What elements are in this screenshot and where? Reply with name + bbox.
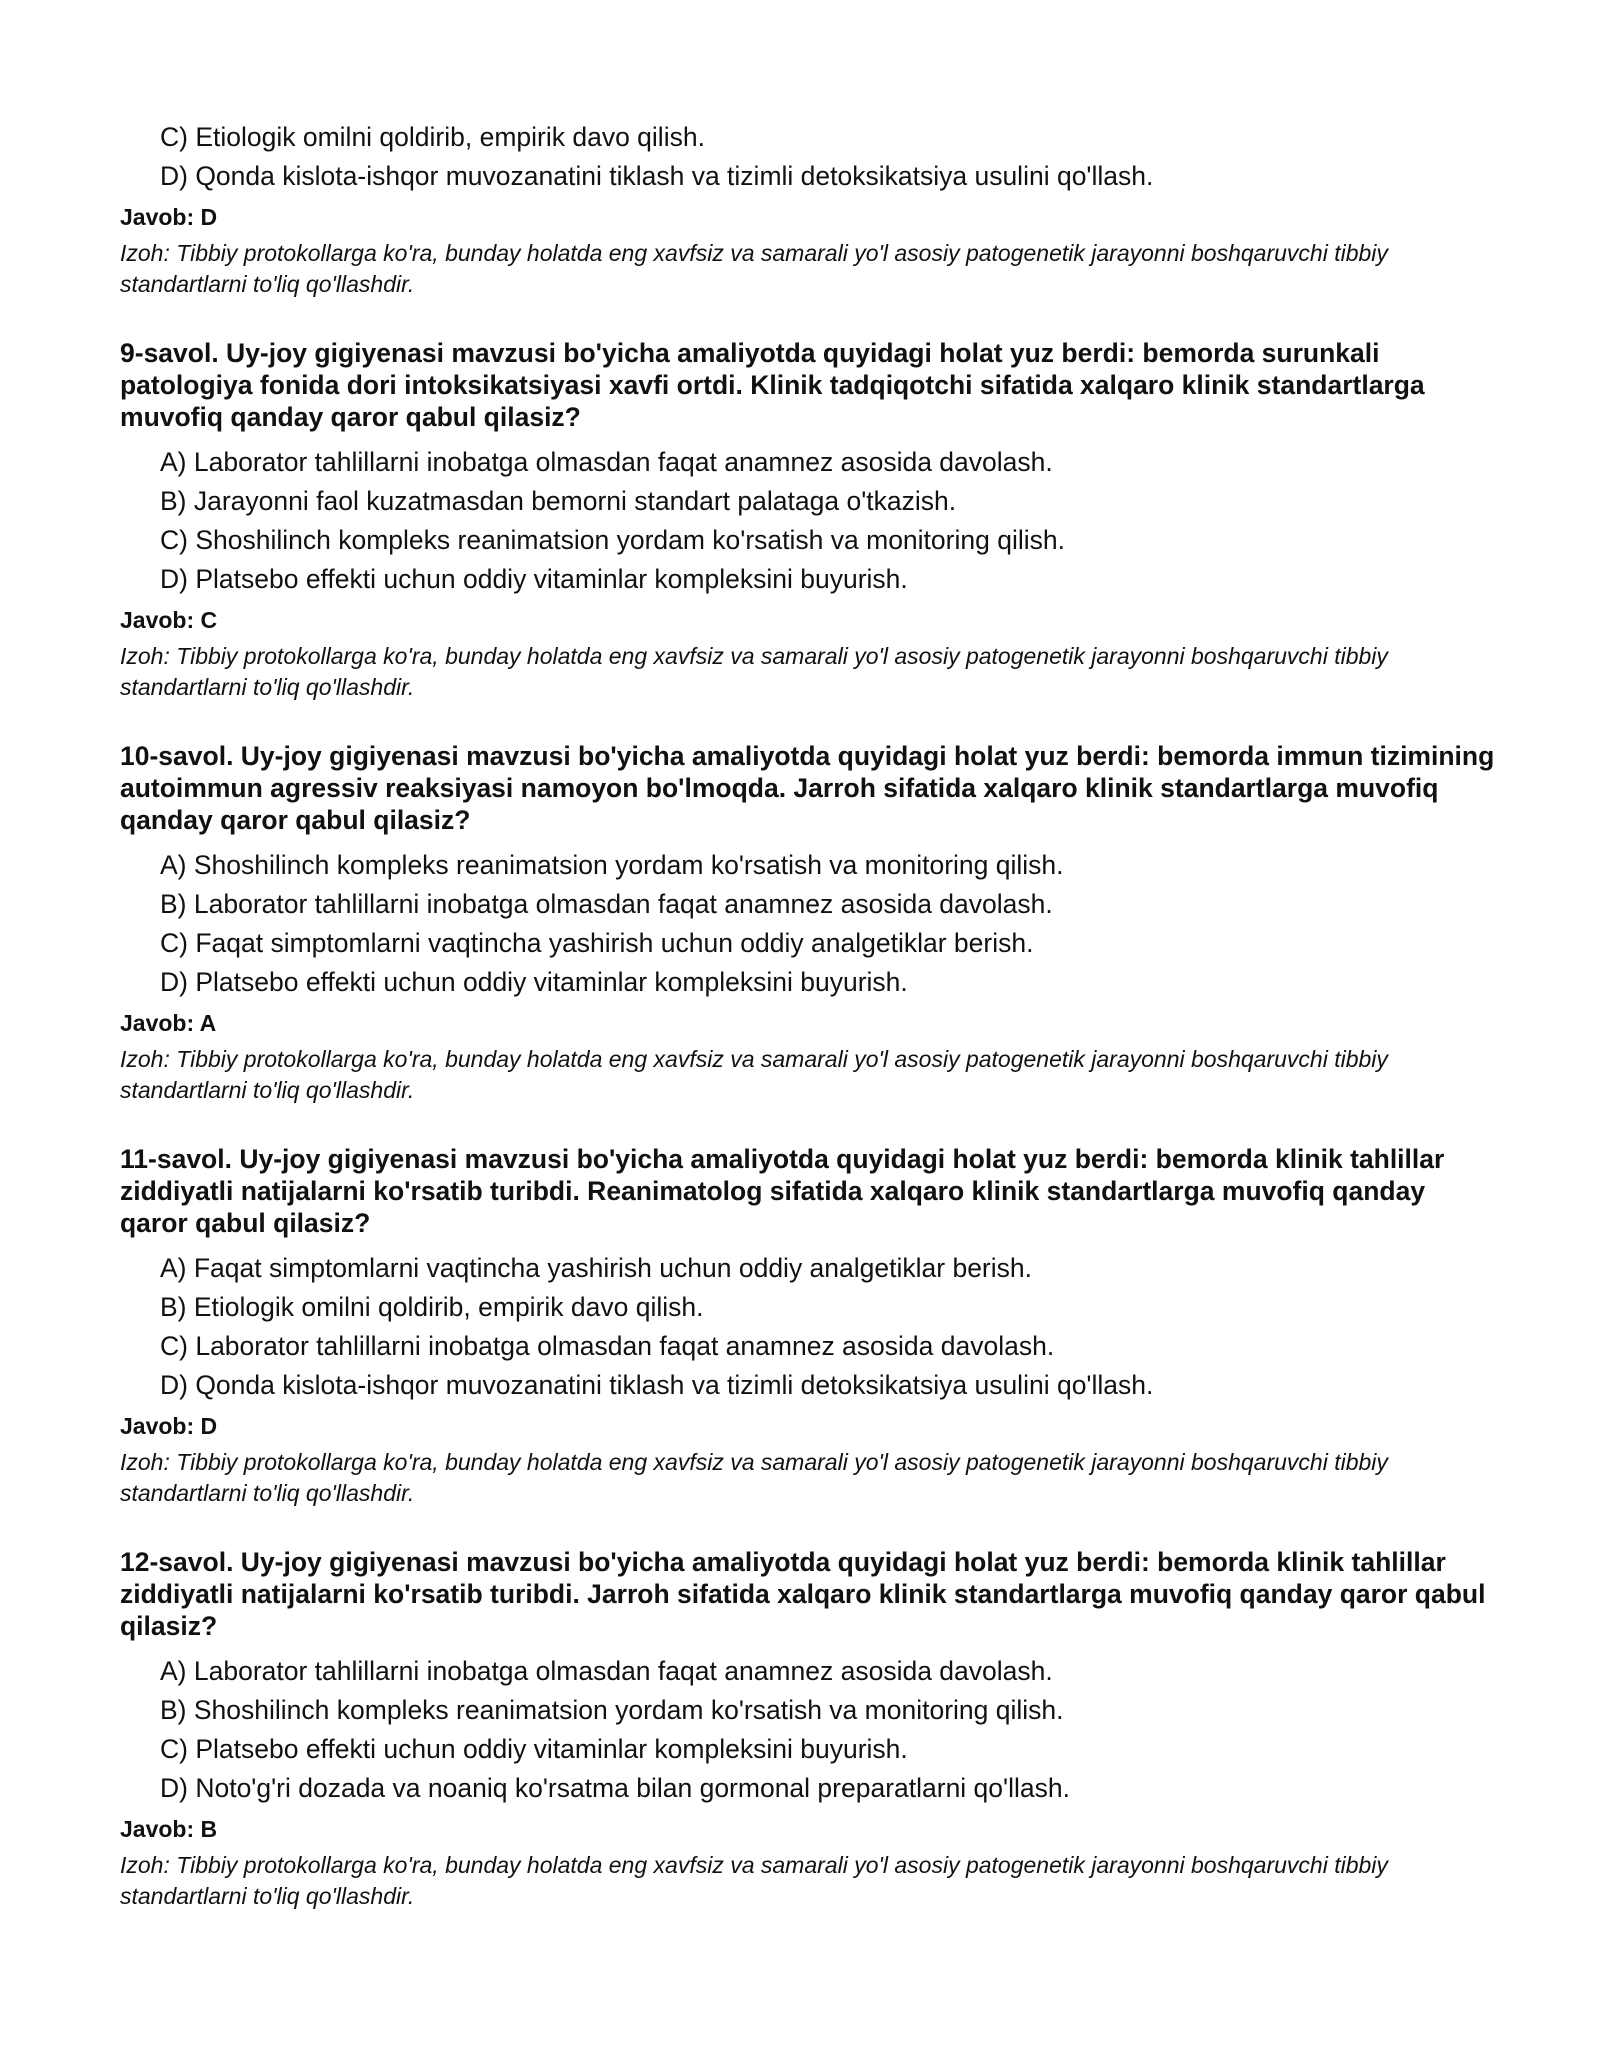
option-b: B) Shoshilinch kompleks reanimatsion yordam ko'rsatish va monitoring qilish. [160,1695,1064,1725]
option-a: A) Faqat simptomlarni vaqtincha yashirish uchun oddiy analgetiklar berish. [160,1253,1032,1283]
option-a: A) Laborator tahlillarni inobatga olmasdan faqat anamnez asosida davolash. [160,447,1053,477]
option-d: D) Qonda kislota-ishqor muvozanatini tiklash va tizimli detoksikatsiya usulini qo'llash. [160,161,1154,191]
explanation-note: Izoh: Tibbiy protokollarga ko'ra, bunday holatda eng xavfsiz va samarali yo'l asosiy patogenetik jarayonni boshqaruvchi tibbiy standartlarni to'liq qo'llashdir. [120,240,1388,297]
question-text: 10-savol. Uy-joy gigiyenasi mavzusi bo'yicha amaliyotda quyidagi holat yuz berdi: bemorda immun tizimining autoimmun agressiv reaksiyasi namoyon bo'lmoqda. Jarroh sifatida xalqaro klinik standartlarga muvofiq qanday qaror qabul qilasiz? [120,741,1495,835]
question-10 [120,740,1500,1106]
question-text: 9-savol. Uy-joy gigiyenasi mavzusi bo'yicha amaliyotda quyidagi holat yuz berdi: bemorda surunkali patologiya fonida dori intoksikatsiyasi xavfi ortdi. Klinik tadqiqotchi sifatida xalqaro klinik standartlarga muvofiq qanday qaror qabul qilasiz? [120,338,1425,432]
explanation-note: Izoh: Tibbiy protokollarga ko'ra, bunday holatda eng xavfsiz va samarali yo'l asosiy patogenetik jarayonni boshqaruvchi tibbiy standartlarni to'liq qo'llashdir. [120,1449,1388,1506]
question-text: 12-savol. Uy-joy gigiyenasi mavzusi bo'yicha amaliyotda quyidagi holat yuz berdi: bemorda klinik tahlillar ziddiyatli natijalarni ko'rsatib turibdi. Jarroh sifatida xalqaro klinik standartlarga muvofiq qanday qaror qabul qilasiz? [120,1547,1486,1641]
option-a: A) Shoshilinch kompleks reanimatsion yordam ko'rsatish va monitoring qilish. [160,850,1064,880]
option-d: D) Noto'g'ri dozada va noaniq ko'rsatma bilan gormonal preparatlarni qo'llash. [160,1773,1070,1803]
option-a: A) Laborator tahlillarni inobatga olmasdan faqat anamnez asosida davolash. [160,1656,1053,1686]
question-text: 11-savol. Uy-joy gigiyenasi mavzusi bo'yicha amaliyotda quyidagi holat yuz berdi: bemorda klinik tahlillar ziddiyatli natijalarni ko'rsatib turibdi. Reanimatolog sifatida xalqaro klinik standartlarga muvofiq qanday qaror qabul qilasiz? [120,1144,1445,1238]
option-c: C) Shoshilinch kompleks reanimatsion yordam ko'rsatish va monitoring qilish. [160,525,1065,555]
question-9 [120,337,1500,703]
option-c: C) Etiologik omilni qoldirib, empirik davo qilish. [160,122,705,152]
explanation-note: Izoh: Tibbiy protokollarga ko'ra, bunday holatda eng xavfsiz va samarali yo'l asosiy patogenetik jarayonni boshqaruvchi tibbiy standartlarni to'liq qo'llashdir. [120,1046,1388,1103]
document-page [120,118,1500,1912]
option-d: D) Platsebo effekti uchun oddiy vitaminlar kompleksini buyurish. [160,564,908,594]
answer-label: Javob: A [120,1010,217,1036]
explanation-note: Izoh: Tibbiy protokollarga ko'ra, bunday holatda eng xavfsiz va samarali yo'l asosiy patogenetik jarayonni boshqaruvchi tibbiy standartlarni to'liq qo'llashdir. [120,643,1388,700]
option-b: B) Jarayonni faol kuzatmasdan bemorni standart palataga o'tkazish. [160,486,957,516]
option-c: C) Platsebo effekti uchun oddiy vitaminlar kompleksini buyurish. [160,1734,908,1764]
option-b: B) Etiologik omilni qoldirib, empirik davo qilish. [160,1292,704,1322]
option-c: C) Faqat simptomlarni vaqtincha yashirish uchun oddiy analgetiklar berish. [160,928,1034,958]
option-d: D) Qonda kislota-ishqor muvozanatini tiklash va tizimli detoksikatsiya usulini qo'llash. [160,1370,1154,1400]
option-d: D) Platsebo effekti uchun oddiy vitaminlar kompleksini buyurish. [160,967,908,997]
answer-label: Javob: D [120,204,218,230]
explanation-note: Izoh: Tibbiy protokollarga ko'ra, bunday holatda eng xavfsiz va samarali yo'l asosiy patogenetik jarayonni boshqaruvchi tibbiy standartlarni to'liq qo'llashdir. [120,1852,1388,1909]
option-b: B) Laborator tahlillarni inobatga olmasdan faqat anamnez asosida davolash. [160,889,1053,919]
question-8-continuation [120,118,1500,300]
question-12 [120,1546,1500,1912]
question-11 [120,1143,1500,1509]
option-c: C) Laborator tahlillarni inobatga olmasdan faqat anamnez asosida davolash. [160,1331,1055,1361]
answer-label: Javob: C [120,607,218,633]
answer-label: Javob: D [120,1413,218,1439]
answer-label: Javob: B [120,1816,218,1842]
